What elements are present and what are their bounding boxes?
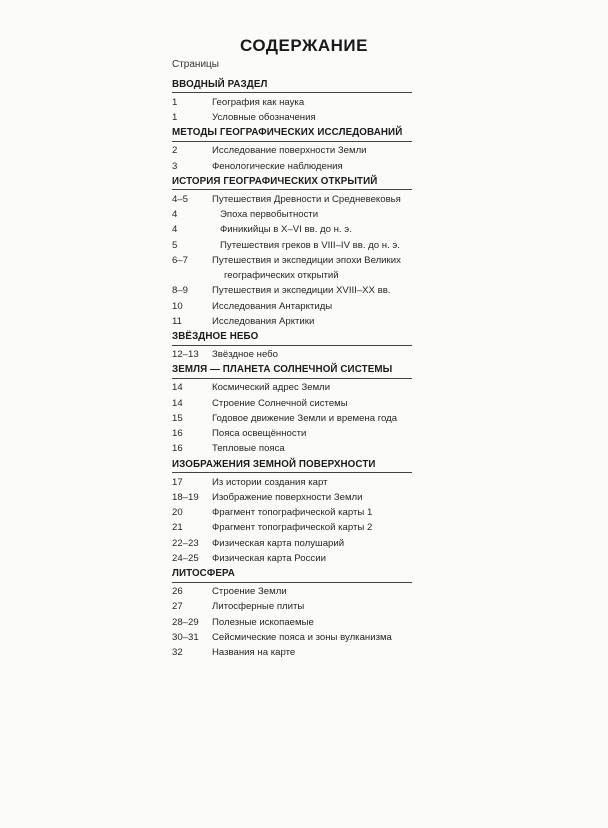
toc-entry [172, 314, 592, 329]
toc-page-number: 26 [172, 586, 183, 598]
toc-page-number: 6–7 [172, 254, 189, 266]
section-heading: ИСТОРИЯ ГЕОГРАФИЧЕСКИХ ОТКРЫТИЙ [172, 174, 412, 190]
toc-entry-title: Литосферные плиты [212, 601, 305, 613]
toc-entry [172, 490, 592, 505]
toc-entry-title: Путешествия Древности и Средневековья [212, 193, 401, 205]
toc-entry-title: Путешествия и экспедиции XVIII–XX вв. [212, 285, 391, 297]
toc-page-number: 17 [172, 476, 183, 488]
section-heading: ИЗОБРАЖЕНИЯ ЗЕМНОЙ ПОВЕРХНОСТИ [172, 457, 412, 473]
toc-entry-title: Физическая карта полушарий [212, 537, 345, 549]
toc-page-number: 10 [172, 300, 183, 312]
toc-entry [172, 584, 592, 599]
toc-page-number: 14 [172, 382, 183, 394]
toc-page-number: 24–25 [172, 552, 199, 564]
toc-entry [172, 396, 592, 411]
toc-page-number: 11 [172, 315, 182, 327]
toc-page-number: 1 [172, 112, 178, 124]
section-heading: ЗВЁЗДНОЕ НЕБО [172, 329, 412, 345]
toc-entry [172, 475, 592, 490]
toc-entry-title: Космический адрес Земли [212, 382, 331, 394]
toc-entry [172, 505, 592, 520]
section-heading: ВВОДНЫЙ РАЗДЕЛ [172, 77, 412, 93]
toc-entry-title: Звёздное небо [212, 349, 279, 361]
toc-entry-title: Названия на карте [212, 647, 296, 659]
toc-entry [172, 268, 592, 283]
toc-entry [172, 192, 592, 207]
toc-entry-title: Исследования Антарктиды [212, 300, 333, 312]
toc-entry-title: Строение Солнечной системы [212, 397, 348, 409]
section-heading: ЛИТОСФЕРА [172, 566, 412, 582]
toc-entry [172, 299, 592, 314]
toc-entry-title: Полезные ископаемые [212, 616, 314, 628]
toc-entry [172, 95, 592, 110]
toc-entry [172, 380, 592, 395]
toc-page-number: 4 [172, 224, 178, 236]
toc-entry [172, 253, 592, 268]
toc-page-number: 4 [172, 209, 178, 221]
pages-column-label: Страницы [172, 59, 219, 70]
toc-entry [172, 441, 592, 456]
section-heading: МЕТОДЫ ГЕОГРАФИЧЕСКИХ ИССЛЕДОВАНИЙ [172, 125, 412, 141]
toc-entry-title: Фрагмент топографической карты 2 [212, 522, 373, 534]
toc-entry-title: Строение Земли [212, 586, 287, 598]
toc-page-number: 16 [172, 428, 183, 440]
toc-page-number: 30–31 [172, 631, 199, 643]
toc-entry [172, 520, 592, 535]
toc-entry [172, 159, 592, 174]
page-title: СОДЕРЖАНИЕ [240, 36, 368, 55]
toc-page-number: 1 [172, 96, 178, 108]
toc-page-number: 14 [172, 397, 183, 409]
toc-page-number: 15 [172, 412, 183, 424]
toc-entry-title: Годовое движение Земли и времена года [212, 412, 398, 424]
toc-entry [172, 536, 592, 551]
toc-entry-title: Тепловые пояса [212, 443, 285, 455]
toc-entry-title: Условные обозначения [212, 112, 316, 124]
toc-entry [172, 630, 592, 645]
toc-entry [172, 143, 592, 158]
toc-entry [172, 615, 592, 630]
toc-entry-title: географических открытий [224, 270, 339, 282]
toc-page-number: 16 [172, 443, 183, 455]
toc-page-number: 4–5 [172, 193, 189, 205]
toc-page-number: 22–23 [172, 537, 199, 549]
section-heading: ЗЕМЛЯ — ПЛАНЕТА СОЛНЕЧНОЙ СИСТЕМЫ [172, 362, 412, 378]
toc-entry-title: Финикийцы в X–VI вв. до н. э. [220, 224, 352, 236]
toc-entry [172, 551, 592, 566]
toc-entry [172, 283, 592, 298]
toc-entry-title: Из истории создания карт [212, 476, 328, 488]
toc-page-number: 28–29 [172, 616, 199, 628]
toc-entry-title: Фрагмент топографической карты 1 [212, 507, 373, 519]
toc-page-number: 5 [172, 239, 178, 251]
toc-entry-title: Изображение поверхности Земли [212, 491, 363, 503]
toc-page-number: 12–13 [172, 349, 199, 361]
toc-page-number: 20 [172, 507, 183, 519]
toc-entry-title: Путешествия и экспедиции эпохи Великих [212, 254, 401, 266]
toc-entry-title: География как наука [212, 96, 305, 108]
toc-entry [172, 110, 592, 125]
toc-page-number: 21 [172, 522, 183, 534]
toc-entry-title: Физическая карта России [212, 552, 326, 564]
toc-page-number: 2 [172, 145, 178, 157]
toc-page-number: 18–19 [172, 491, 199, 503]
toc-entry-title: Эпоха первобытности [220, 209, 319, 221]
toc-entry [172, 411, 592, 426]
toc-entry-title: Исследования Арктики [212, 315, 315, 327]
toc-entry [172, 238, 592, 253]
toc-page-number: 27 [172, 601, 183, 613]
toc-entry [172, 426, 592, 441]
toc-page-number: 8–9 [172, 285, 189, 297]
toc-entry-title: Пояса освещённости [212, 428, 307, 440]
toc-entry-title: Фенологические наблюдения [212, 160, 343, 172]
toc-entry-title: Сейсмические пояса и зоны вулканизма [212, 631, 392, 643]
toc-entry-title: Путешествия греков в VIII–IV вв. до н. э. [220, 239, 400, 251]
table-of-contents [172, 77, 592, 660]
toc-entry [172, 207, 592, 222]
toc-page-number: 32 [172, 647, 183, 659]
toc-entry [172, 222, 592, 237]
toc-entry [172, 645, 592, 660]
toc-page-number: 3 [172, 160, 178, 172]
toc-entry [172, 347, 592, 362]
toc-entry-title: Исследование поверхности Земли [212, 145, 367, 157]
toc-entry [172, 599, 592, 614]
